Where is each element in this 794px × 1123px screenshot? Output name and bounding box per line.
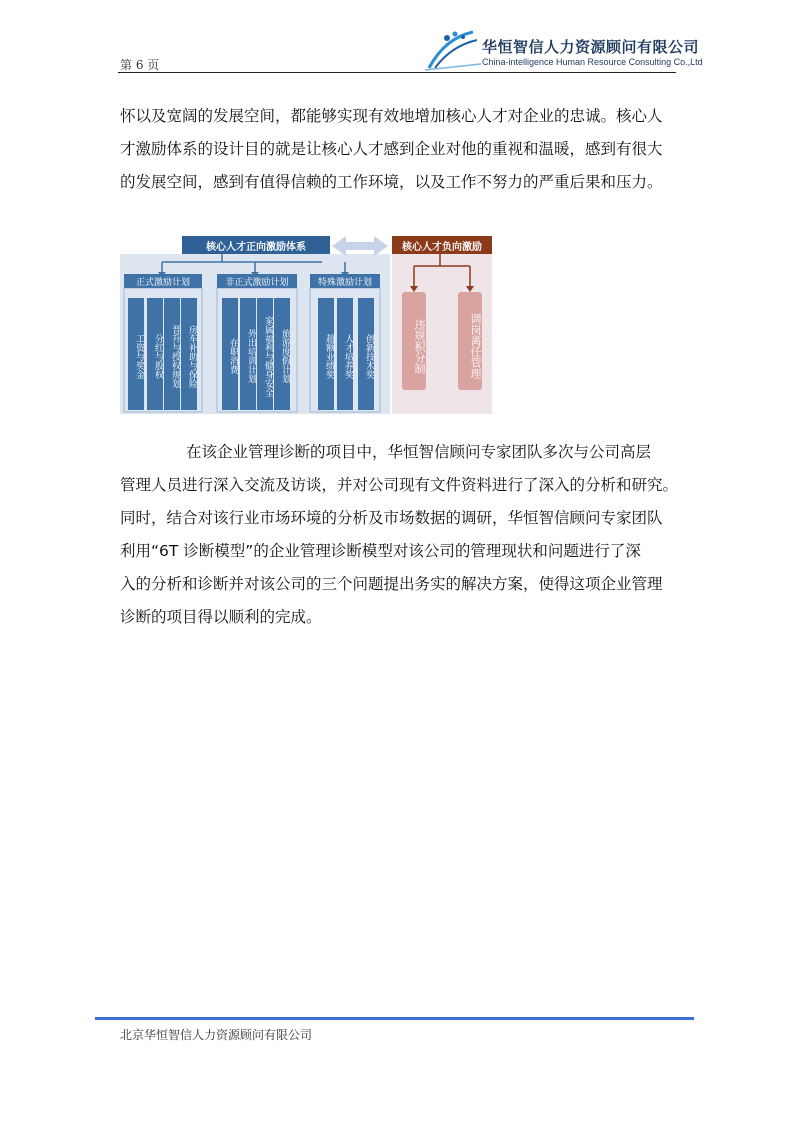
item-box: 人才培养奖 <box>337 298 353 410</box>
negative-item-box: 调岗离任管理 <box>458 292 482 390</box>
item-box: 工资与奖金 <box>128 298 144 410</box>
item-box: 分红与股权 <box>147 298 163 410</box>
text-line: 同时，结合对该行业市场环境的分析及市场数据的调研，华恒智信顾问专家团队 <box>120 509 663 527</box>
item-box: 外出培训计划 <box>240 298 256 410</box>
item-box: 晋升与授权规划 <box>164 298 180 410</box>
double-arrow-icon <box>332 236 388 256</box>
footer-company: 北京华恒智信人力资源顾问有限公司 <box>120 1028 313 1042</box>
company-logo <box>425 28 703 72</box>
item-box: 家属福利与健身安全 <box>257 298 273 410</box>
negative-item-box: 违规积分制 <box>402 292 426 390</box>
text-line: 利用“6T 诊断模型”的企业管理诊断模型对该公司的管理现状和问题进行了深 <box>120 542 641 560</box>
page-number: 第 6 页 <box>120 58 160 72</box>
item-box: 创新技术奖 <box>358 298 374 410</box>
item-box: 超额业绩奖 <box>318 298 334 410</box>
text-line: 诊断的项目得以顺利的完成。 <box>120 608 322 626</box>
text-line: 怀以及宽阔的发展空间，都能够实现有效地增加核心人才对企业的忠诚。核心人 <box>120 107 663 125</box>
text-line: 的发展空间，感到有值得信赖的工作环境，以及工作不努力的严重后果和压力。 <box>120 173 663 191</box>
group-title-formal: 正式激励计划 <box>124 274 202 288</box>
text-line: 在该企业管理诊断的项目中，华恒智信顾问专家团队多次与公司高层 <box>186 443 652 461</box>
text-line: 才激励体系的设计目的就是让核心人才感到企业对他的重视和温暖，感到有很大 <box>120 140 663 158</box>
item-box: 房车补助与保险 <box>181 298 197 410</box>
item-box: 在职消费 <box>222 298 238 410</box>
group-title-informal: 非正式激励计划 <box>217 274 297 288</box>
negative-incentive-title: 核心人才负向激励 <box>392 236 492 254</box>
positive-incentive-title: 核心人才正向激励体系 <box>182 236 330 254</box>
logo-icon <box>425 28 481 72</box>
paragraph-1 <box>120 100 680 199</box>
footer-divider <box>95 1017 694 1020</box>
paragraph-2 <box>120 436 680 634</box>
logo-company-cn: 华恒智信人力资源顾问有限公司 <box>482 38 700 56</box>
logo-company-en: China-intelligence Human Resource Consulting Co.,Ltd <box>482 57 703 67</box>
incentive-system-diagram <box>120 232 500 414</box>
header-divider <box>118 72 676 73</box>
group-title-special: 特殊激励计划 <box>310 274 380 288</box>
text-line: 入的分析和诊断并对该公司的三个问题提出务实的解决方案，使得这项企业管理 <box>120 575 663 593</box>
text-line: 管理人员进行深入交流及访谈，并对公司现有文件资料进行了深入的分析和研究。 <box>120 476 679 494</box>
item-box: 旅游度假计划 <box>274 298 290 410</box>
